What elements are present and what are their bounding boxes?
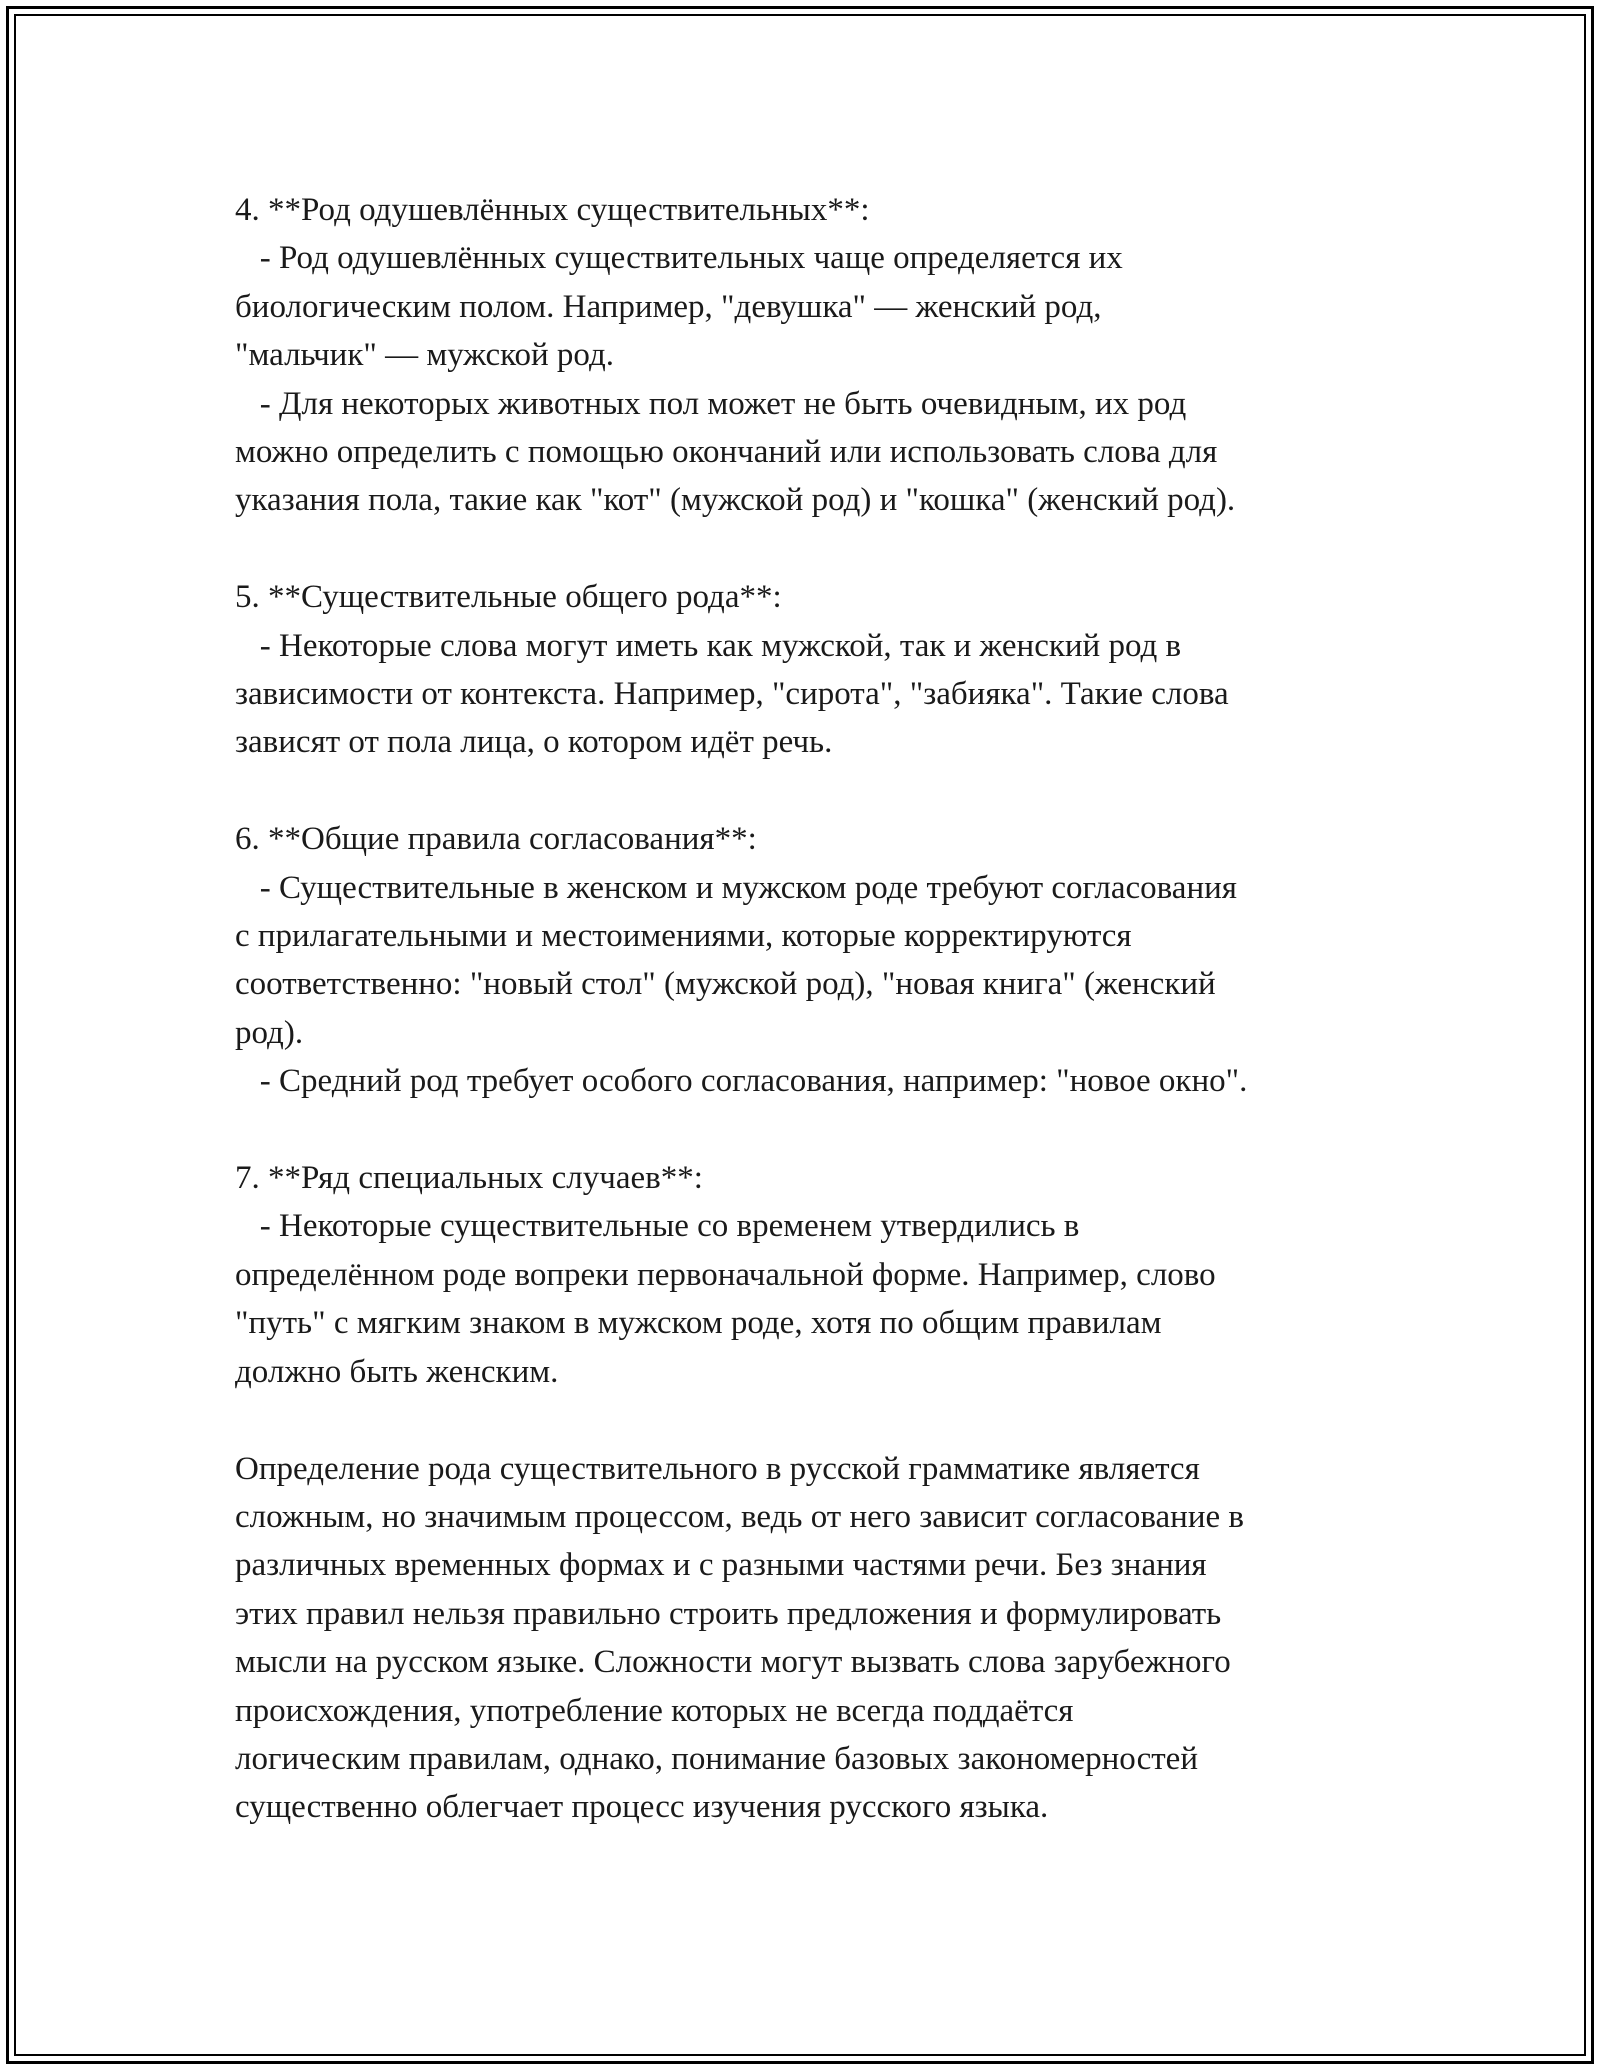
text-line: - Некоторые слова могут иметь как мужской, так и женский род в [235, 627, 1182, 664]
text-line: - Род одушевлённых существительных чаще определяется их [235, 240, 1123, 277]
text-line: происхождения, употребление которых не всегда поддаётся [235, 1692, 1074, 1729]
text-line: биологическим полом. Например, "девушка" — женский род, [235, 288, 1102, 325]
section-heading: 6. **Общие правила согласования**: [235, 821, 757, 858]
text-line: должно быть женским. [235, 1353, 559, 1390]
text-line: зависимости от контекста. Например, "сирота", "забияка". Такие слова [235, 676, 1229, 713]
text-line: можно определить с помощью окончаний или использовать слова для [235, 434, 1218, 471]
text-line: различных временных формах и с разными частями речи. Без знания [235, 1547, 1207, 1584]
section-heading: 7. **Ряд специальных случаев**: [235, 1160, 703, 1197]
conclusion-paragraph [235, 1445, 1415, 1832]
text-line: - Для некоторых животных пол может не быть очевидным, их род [235, 385, 1187, 422]
text-line: Определение рода существительного в русской грамматике является [235, 1450, 1200, 1487]
document-body [235, 186, 1415, 1832]
text-line: зависят от пола лица, о котором идёт речь. [235, 724, 833, 761]
text-line: существенно облегчает процесс изучения русского языка. [235, 1789, 1049, 1826]
text-line: - Средний род требует особого согласования, например: "новое окно". [235, 1063, 1248, 1100]
text-line: сложным, но значимым процессом, ведь от него зависит согласование в [235, 1498, 1244, 1535]
text-line: с прилагательными и местоимениями, которые корректируются [235, 918, 1132, 955]
text-line: "путь" с мягким знаком в мужском роде, хотя по общим правилам [235, 1305, 1162, 1342]
text-line: соответственно: "новый стол" (мужской род), "новая книга" (женский [235, 966, 1216, 1003]
text-line: этих правил нельзя правильно строить предложения и формулировать [235, 1595, 1222, 1632]
section-agreement-rules [235, 815, 1415, 1105]
section-common-gender-nouns [235, 573, 1415, 767]
section-special-cases [235, 1154, 1415, 1396]
text-line: - Некоторые существительные со временем утвердились в [235, 1208, 1080, 1245]
section-animate-nouns-gender [235, 186, 1415, 525]
text-line: род). [235, 1014, 304, 1051]
section-heading: 5. **Существительные общего рода**: [235, 579, 782, 616]
text-line: мысли на русском языке. Сложности могут вызвать слова зарубежного [235, 1644, 1231, 1681]
text-line: "мальчик" — мужской род. [235, 337, 614, 374]
section-heading: 4. **Род одушевлённых существительных**: [235, 192, 870, 228]
text-line: - Существительные в женском и мужском роде требуют согласования [235, 869, 1237, 906]
text-line: указания пола, такие как "кот" (мужской род) и "кошка" (женский род). [235, 482, 1236, 519]
text-line: определённом роде вопреки первоначальной форме. Например, слово [235, 1256, 1216, 1293]
text-line: логическим правилам, однако, понимание базовых закономерностей [235, 1740, 1198, 1777]
